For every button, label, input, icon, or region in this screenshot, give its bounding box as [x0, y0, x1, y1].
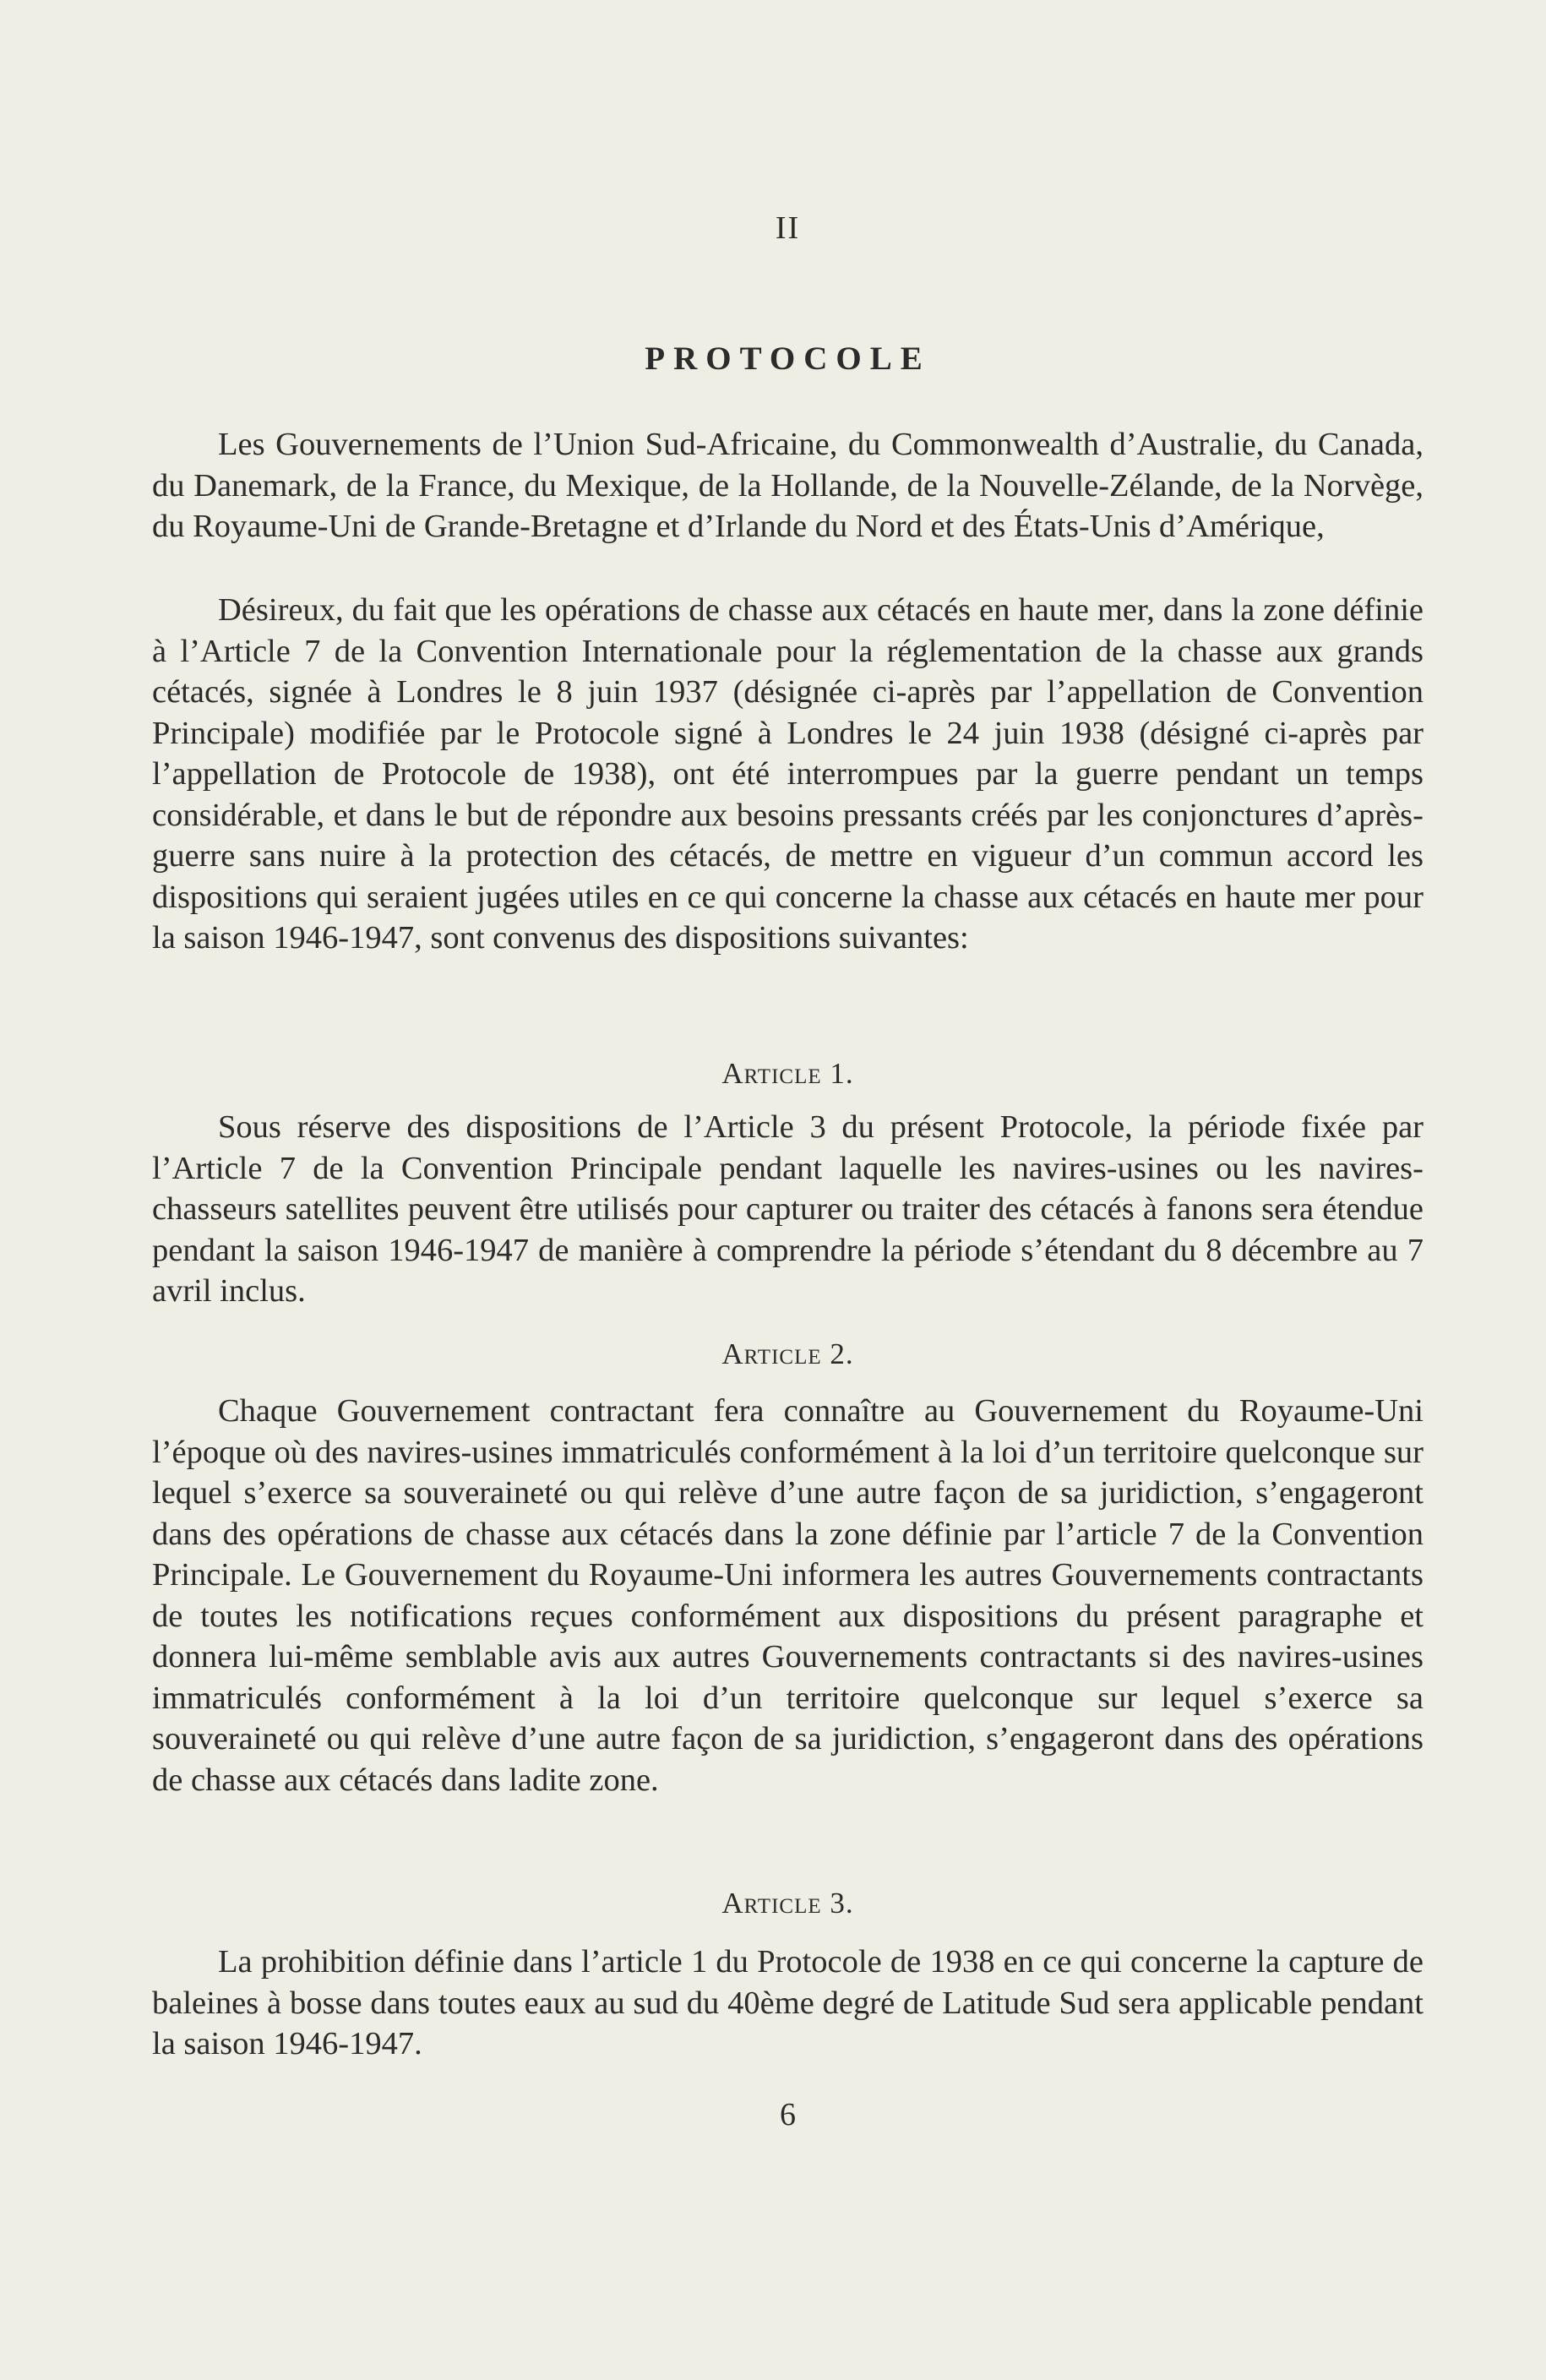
- preamble-paragraph-1: Les Gouvernements de l’Union Sud-Africaine, du Commonwealth d’Australie, du Canada, du Danemark, de la France, du Mexique, de la Hollande, de la Nouvelle-Zélande, de la Norvège, du Royaume-Uni de Grande-Bretagne et d’Irlande du Nord et des États-Unis d’Amérique,: [152, 427, 1424, 544]
- document-page: [152, 0, 1424, 2380]
- article-3-text: La prohibition définie dans l’article 1 du Protocole de 1938 en ce qui concerne la capture de baleines à bosse dans toutes eaux au sud du 40ème degré de Latitude Sud sera applicable pendant la saison 1946-1947.: [152, 1944, 1424, 2061]
- section-number: II: [775, 210, 801, 246]
- article-2-heading: Article 2.: [721, 1337, 854, 1370]
- article-1-text: Sous réserve des dispositions de l’Article 3 du présent Protocole, la période fixée par l’Article 7 de la Convention Principale pendant laquelle les navires-usines ou les navires-chasseurs satellites peuvent être utilisés pour capturer ou traiter des cétacés à fanons sera étendue pendant la saison 1946-1947 de manière à comprendre la période s’étendant du 8 décembre au 7 avril inclus.: [152, 1109, 1424, 1309]
- document-title: PROTOCOLE: [645, 340, 931, 377]
- preamble-paragraph-2: Désireux, du fait que les opérations de chasse aux cétacés en haute mer, dans la zone définie à l’Article 7 de la Convention Internationale pour la réglementation de la chasse aux grands cétacés, signée à Londres le 8 juin 1937 (désignée ci-après par l’appellation de Convention Principale) modifiée par le Protocole signé à Londres le 24 juin 1938 (désigné ci-après par l’appellation de Protocole de 1938), ont été interrompues par la guerre pendant un temps considérable, et dans le but de répondre aux besoins pressants créés par les conjonctures d’après-guerre sans nuire à la protection des cétacés, de mettre en vigueur d’un commun accord les dispositions qui seraient jugées utiles en ce qui concerne la chasse aux cétacés en haute mer pour la saison 1946-1947, sont convenus des dispositions suivantes:: [152, 592, 1424, 956]
- article-2-text: Chaque Gouvernement contractant fera connaître au Gouvernement du Royaume-Uni l’époque où des navires-usines immatriculés conformément à la loi d’un territoire quelconque sur lequel s’exerce sa souveraineté ou qui relève d’une autre façon de sa juridiction, s’engageront dans des opérations de chasse aux cétacés dans la zone définie par l’article 7 de la Convention Principale. Le Gouvernement du Royaume-Uni informera les autres Gouvernements contractants de toutes les notifications reçues conformément aux dispositions du présent paragraphe et donnera lui-même semblable avis aux autres Gouvernements contractants si des navires-usines immatriculés conformément à la loi d’un territoire quelconque sur lequel s’exerce sa souveraineté ou qui relève d’une autre façon de sa juridiction, s’engageront dans des opérations de chasse aux cétacés dans ladite zone.: [152, 1393, 1424, 1798]
- article-1-heading: Article 1.: [721, 1057, 854, 1090]
- page-number: 6: [780, 2097, 796, 2132]
- article-3-heading: Article 3.: [721, 1887, 854, 1920]
